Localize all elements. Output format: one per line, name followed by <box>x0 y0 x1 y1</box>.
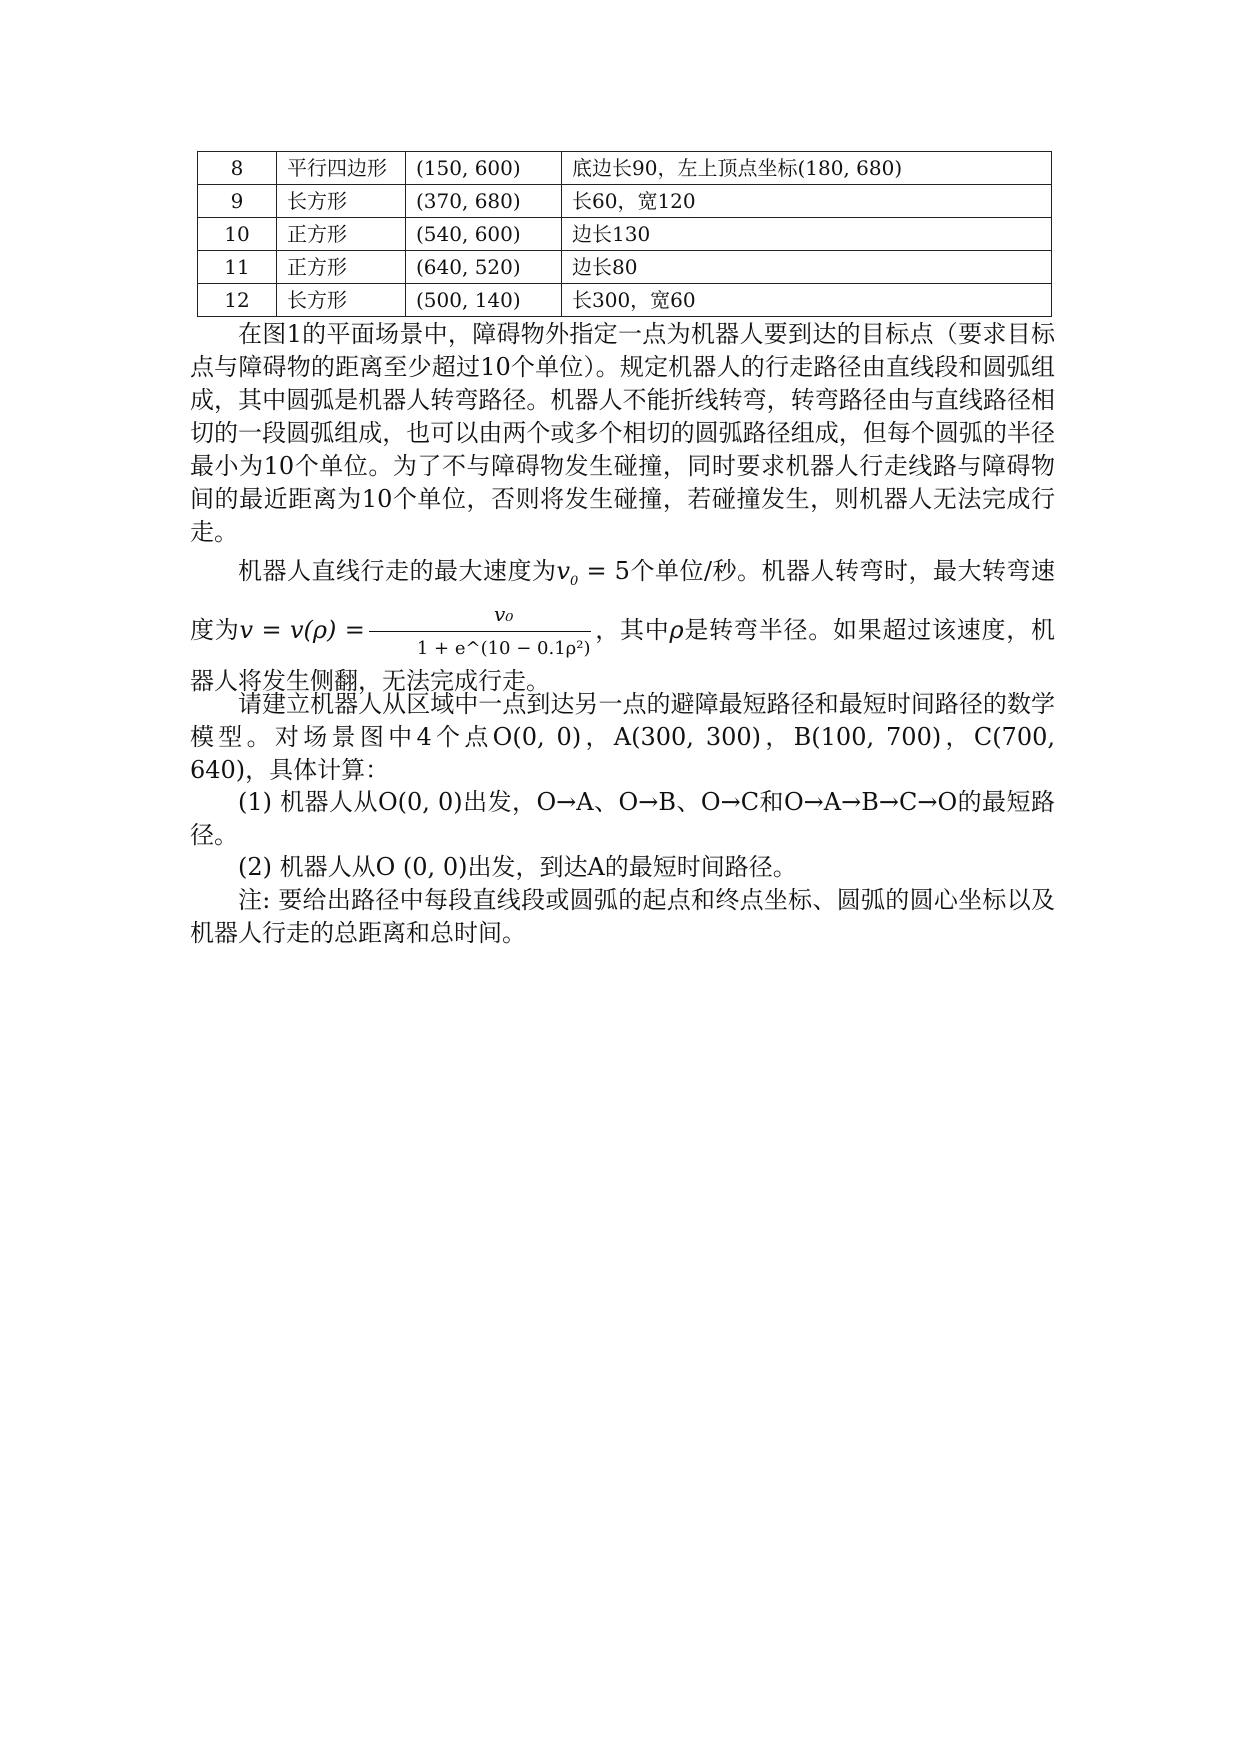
obstacle-coordinate: (150, 600) <box>406 152 562 185</box>
obstacle-description: 长300，宽60 <box>562 284 1052 317</box>
obstacle-description: 底边长90，左上顶点坐标(180, 680) <box>562 152 1052 185</box>
row-number: 12 <box>198 284 277 317</box>
obstacle-shape: 正方形 <box>277 251 406 284</box>
speed-text-d: 是转弯半径。如果超过该速度，机器人将发生侧翻，无法完成行走。 <box>190 615 1056 695</box>
speed-text-c: ，其中 <box>594 615 670 644</box>
fraction-numerator: v₀ <box>369 598 591 632</box>
obstacle-table <box>197 151 1052 317</box>
obstacle-coordinate: (540, 600) <box>406 218 562 251</box>
obstacle-shape: 长方形 <box>277 284 406 317</box>
obstacle-description: 边长130 <box>562 218 1052 251</box>
v-symbol: v <box>556 557 571 585</box>
obstacle-shape: 长方形 <box>277 185 406 218</box>
paragraph-speed-limits <box>190 555 1055 698</box>
speed-text-a: 机器人直线行走的最大速度为 <box>238 557 557 585</box>
table-row <box>198 152 1052 185</box>
table-row <box>198 284 1052 317</box>
turn-speed-fraction <box>369 598 591 665</box>
row-number: 10 <box>198 218 277 251</box>
paragraph-note: 注: 要给出路径中每段直线段或圆弧的起点和终点坐标、圆弧的圆心坐标以及机器人行走的总距离和总时间。 <box>190 886 1055 947</box>
v0-subscript: 0 <box>570 573 579 589</box>
table-row <box>198 185 1052 218</box>
v0-equals-5: = 5 <box>578 557 630 585</box>
paragraph-task: 请建立机器人从区域中一点到达另一点的避障最短路径和最短时间路径的数学模型。对场景图中4个点O(0, 0)，A(300, 300)，B(100, 700)，C(700, 640)，具体计算： <box>190 690 1055 784</box>
turn-speed-expression: v = v(ρ) = <box>239 615 365 644</box>
row-number: 9 <box>198 185 277 218</box>
row-number: 8 <box>198 152 277 185</box>
obstacle-description: 长60，宽120 <box>562 185 1052 218</box>
fraction-denominator: 1 + e^(10 − 0.1ρ²) <box>416 637 591 659</box>
paragraph-question-1: (1) 机器人从O(0, 0)出发，O→A、O→B、O→C和O→A→B→C→O的最短路径。 <box>190 788 1055 849</box>
speed-text-b: 个单位/秒。机器人转弯时，最大转弯速度为 <box>190 557 1055 644</box>
v0-symbol <box>556 557 579 589</box>
paragraph-scene-rules: 在图1的平面场景中，障碍物外指定一点为机器人要到达的目标点（要求目标点与障碍物的距离至少超过10个单位）。规定机器人的行走路径由直线段和圆弧组成，其中圆弧是机器人转弯路径。机器人不能折线转弯，转弯路径由与直线路径相切的一段圆弧组成，也可以由两个或多个相切的圆弧路径组成，但每个圆弧的半径最小为10个单位。为了不与障碍物发生碰撞，同时要求机器人行走线路与障碍物间的最近距离为10个单位，否则将发生碰撞，若碰撞发生，则机器人无法完成行走。 <box>190 320 1055 546</box>
table-row <box>198 218 1052 251</box>
paragraph-question-2: (2) 机器人从O (0, 0)出发，到达A的最短时间路径。 <box>238 853 797 881</box>
obstacle-shape: 正方形 <box>277 218 406 251</box>
rho-symbol: ρ <box>669 615 684 644</box>
obstacle-shape: 平行四边形 <box>277 152 406 185</box>
obstacle-coordinate: (500, 140) <box>406 284 562 317</box>
obstacle-coordinate: (370, 680) <box>406 185 562 218</box>
table-row <box>198 251 1052 284</box>
obstacle-coordinate: (640, 520) <box>406 251 562 284</box>
row-number: 11 <box>198 251 277 284</box>
obstacle-description: 边长80 <box>562 251 1052 284</box>
